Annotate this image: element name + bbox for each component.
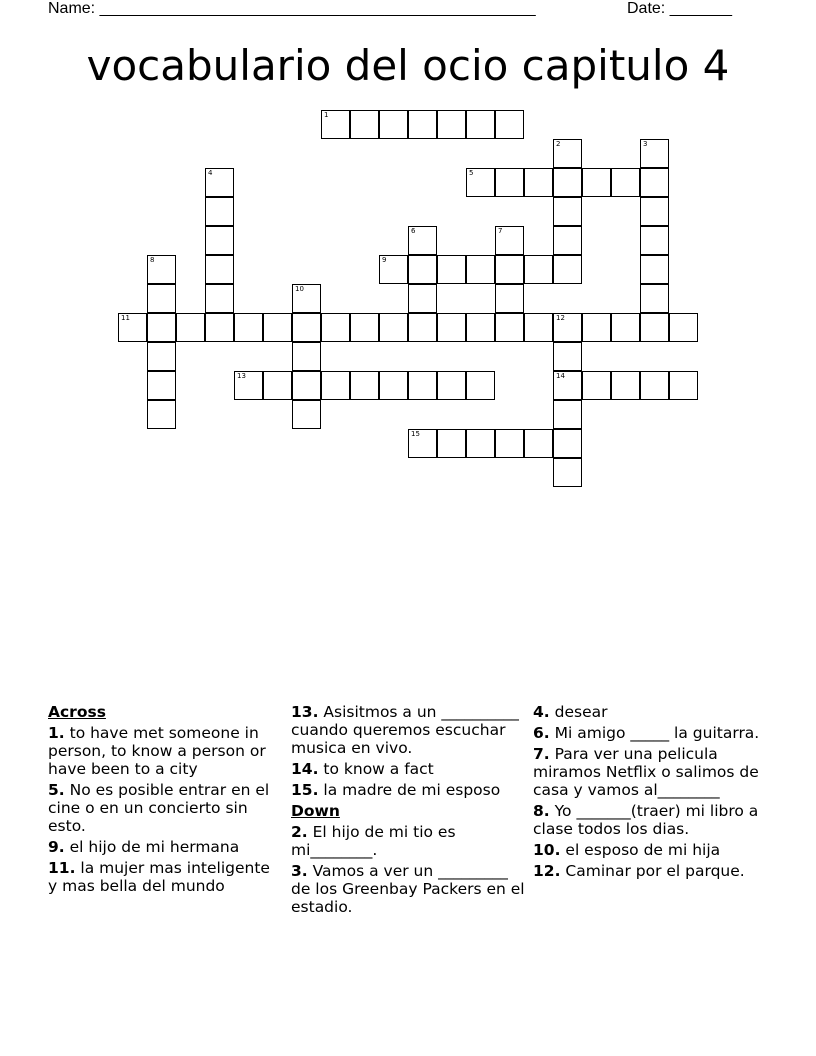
crossword-cell[interactable] (176, 313, 205, 342)
crossword-cell[interactable] (408, 110, 437, 139)
crossword-cell[interactable] (669, 371, 698, 400)
crossword-cell[interactable] (292, 342, 321, 371)
clue-number: 5 (469, 169, 474, 177)
crossword-cell[interactable] (495, 110, 524, 139)
crossword-cell[interactable] (147, 400, 176, 429)
crossword-cell[interactable] (553, 313, 582, 342)
crossword-cell[interactable] (553, 168, 582, 197)
crossword-cell[interactable] (495, 284, 524, 313)
clue-number: 9 (382, 256, 387, 264)
clue-down-3: 3. Vamos a ver un _________ de los Greenbay Packers en el estadio. (291, 862, 525, 916)
clue-number: 8 (150, 256, 155, 264)
crossword-cell[interactable] (147, 284, 176, 313)
clue-number: 3 (643, 140, 648, 148)
crossword-cell[interactable] (205, 313, 234, 342)
crossword-cell[interactable] (437, 255, 466, 284)
crossword-cell[interactable] (437, 429, 466, 458)
crossword-cell[interactable] (437, 313, 466, 342)
crossword-cell[interactable] (524, 168, 553, 197)
crossword-cell[interactable] (205, 255, 234, 284)
clue-across-14: 14. to know a fact (291, 760, 434, 778)
crossword-cell[interactable] (292, 284, 321, 313)
crossword-cell[interactable] (640, 255, 669, 284)
clue-down-12: 12. Caminar por el parque. (533, 862, 745, 880)
crossword-cell[interactable] (321, 371, 350, 400)
crossword-cell[interactable] (466, 429, 495, 458)
clue-down-6: 6. Mi amigo _____ la guitarra. (533, 724, 760, 742)
crossword-cell[interactable] (205, 284, 234, 313)
crossword-cell[interactable] (350, 110, 379, 139)
name-field-label: Name: _________________________________________________ (48, 0, 536, 17)
clue-down-10: 10. el esposo de mi hija (533, 841, 721, 859)
crossword-cell[interactable] (524, 313, 553, 342)
crossword-cell[interactable] (669, 313, 698, 342)
crossword-cell[interactable] (466, 313, 495, 342)
crossword-cell[interactable] (495, 168, 524, 197)
crossword-cell[interactable] (495, 429, 524, 458)
crossword-cell[interactable] (147, 313, 176, 342)
clue-down-7: 7. Para ver una pelicula miramos Netflix o salimos de casa y vamos al________ (533, 745, 759, 799)
clue-number: 13 (237, 372, 246, 380)
crossword-cell[interactable] (553, 429, 582, 458)
clue-number: 7 (498, 227, 503, 235)
crossword-cell[interactable] (321, 313, 350, 342)
crossword-cell[interactable] (147, 255, 176, 284)
crossword-cell[interactable] (408, 429, 437, 458)
crossword-cell[interactable] (553, 197, 582, 226)
crossword-cell[interactable] (466, 110, 495, 139)
crossword-cell[interactable] (553, 139, 582, 168)
crossword-cell[interactable] (205, 226, 234, 255)
crossword-cell[interactable] (234, 371, 263, 400)
crossword-cell[interactable] (553, 371, 582, 400)
crossword-cell[interactable] (640, 284, 669, 313)
crossword-cell[interactable] (582, 371, 611, 400)
crossword-cell[interactable] (495, 226, 524, 255)
crossword-cell[interactable] (234, 313, 263, 342)
clue-down-4: 4. desear (533, 703, 608, 721)
clues-column-2 (291, 703, 527, 919)
crossword-cell[interactable] (379, 313, 408, 342)
clue-down-8: 8. Yo _______(traer) mi libro a clase todos los dias. (533, 802, 759, 838)
clue-number: 10 (295, 285, 304, 293)
crossword-cell[interactable] (524, 255, 553, 284)
clue-number: 4 (208, 169, 213, 177)
crossword-cell[interactable] (292, 313, 321, 342)
crossword-cell[interactable] (553, 226, 582, 255)
crossword-cell[interactable] (118, 313, 147, 342)
clue-number: 6 (411, 227, 416, 235)
crossword-cell[interactable] (466, 255, 495, 284)
crossword-cell[interactable] (147, 342, 176, 371)
crossword-cell[interactable] (524, 429, 553, 458)
crossword-cell[interactable] (437, 110, 466, 139)
crossword-cell[interactable] (466, 168, 495, 197)
crossword-cell[interactable] (263, 371, 292, 400)
crossword-cell[interactable] (408, 371, 437, 400)
clues-column-3 (533, 703, 769, 883)
crossword-cell[interactable] (350, 371, 379, 400)
crossword-cell[interactable] (611, 313, 640, 342)
clue-across-9: 9. el hijo de mi hermana (48, 838, 240, 856)
crossword-cell[interactable] (640, 168, 669, 197)
crossword-cell[interactable] (205, 168, 234, 197)
crossword-cell[interactable] (495, 255, 524, 284)
date-field-label: Date: _______ (627, 0, 732, 17)
crossword-cell[interactable] (640, 313, 669, 342)
crossword-cell[interactable] (640, 226, 669, 255)
clue-number: 15 (411, 430, 420, 438)
clue-number: 2 (556, 140, 561, 148)
crossword-cell[interactable] (292, 371, 321, 400)
clue-across-1: 1. to have met someone in person, to know a person or have been to a city (48, 724, 266, 778)
crossword-cell[interactable] (582, 168, 611, 197)
clue-number: 11 (121, 314, 130, 322)
crossword-cell[interactable] (582, 313, 611, 342)
crossword-cell[interactable] (408, 255, 437, 284)
crossword-cell[interactable] (205, 197, 234, 226)
crossword-cell[interactable] (553, 400, 582, 429)
crossword-cell[interactable] (379, 255, 408, 284)
clue-across-11: 11. la mujer mas inteligente y mas bella del mundo (48, 859, 270, 895)
clue-down-2: 2. El hijo de mi tio es mi________. (291, 823, 456, 859)
clue-number: 14 (556, 372, 565, 380)
clue-across-5: 5. No es posible entrar en el cine o en un concierto sin esto. (48, 781, 270, 835)
clues-column-1 (48, 703, 284, 898)
crossword-cell[interactable] (408, 284, 437, 313)
crossword-cell[interactable] (350, 313, 379, 342)
crossword-cell[interactable] (640, 371, 669, 400)
crossword-cell[interactable] (553, 255, 582, 284)
across-heading: Across (48, 703, 106, 721)
crossword-cell[interactable] (263, 313, 292, 342)
crossword-cell[interactable] (640, 139, 669, 168)
down-heading: Down (291, 802, 340, 820)
crossword-cell[interactable] (611, 168, 640, 197)
clue-number: 1 (324, 111, 329, 119)
crossword-cell[interactable] (292, 400, 321, 429)
crossword-cell[interactable] (611, 371, 640, 400)
crossword-cell[interactable] (321, 110, 350, 139)
crossword-cell[interactable] (553, 458, 582, 487)
crossword-cell[interactable] (408, 313, 437, 342)
crossword-cell[interactable] (495, 313, 524, 342)
crossword-cell[interactable] (437, 371, 466, 400)
crossword-cell[interactable] (408, 226, 437, 255)
crossword-cell[interactable] (379, 371, 408, 400)
crossword-cell[interactable] (640, 197, 669, 226)
clue-across-13: 13. Asisitmos a un __________ cuando queremos escuchar musica en vivo. (291, 703, 519, 757)
clue-across-15: 15. la madre de mi esposo (291, 781, 501, 799)
crossword-cell[interactable] (147, 371, 176, 400)
crossword-cell[interactable] (553, 342, 582, 371)
crossword-cell[interactable] (466, 371, 495, 400)
clue-number: 12 (556, 314, 565, 322)
page-title: vocabulario del ocio capitulo 4 (86, 41, 730, 90)
crossword-cell[interactable] (379, 110, 408, 139)
